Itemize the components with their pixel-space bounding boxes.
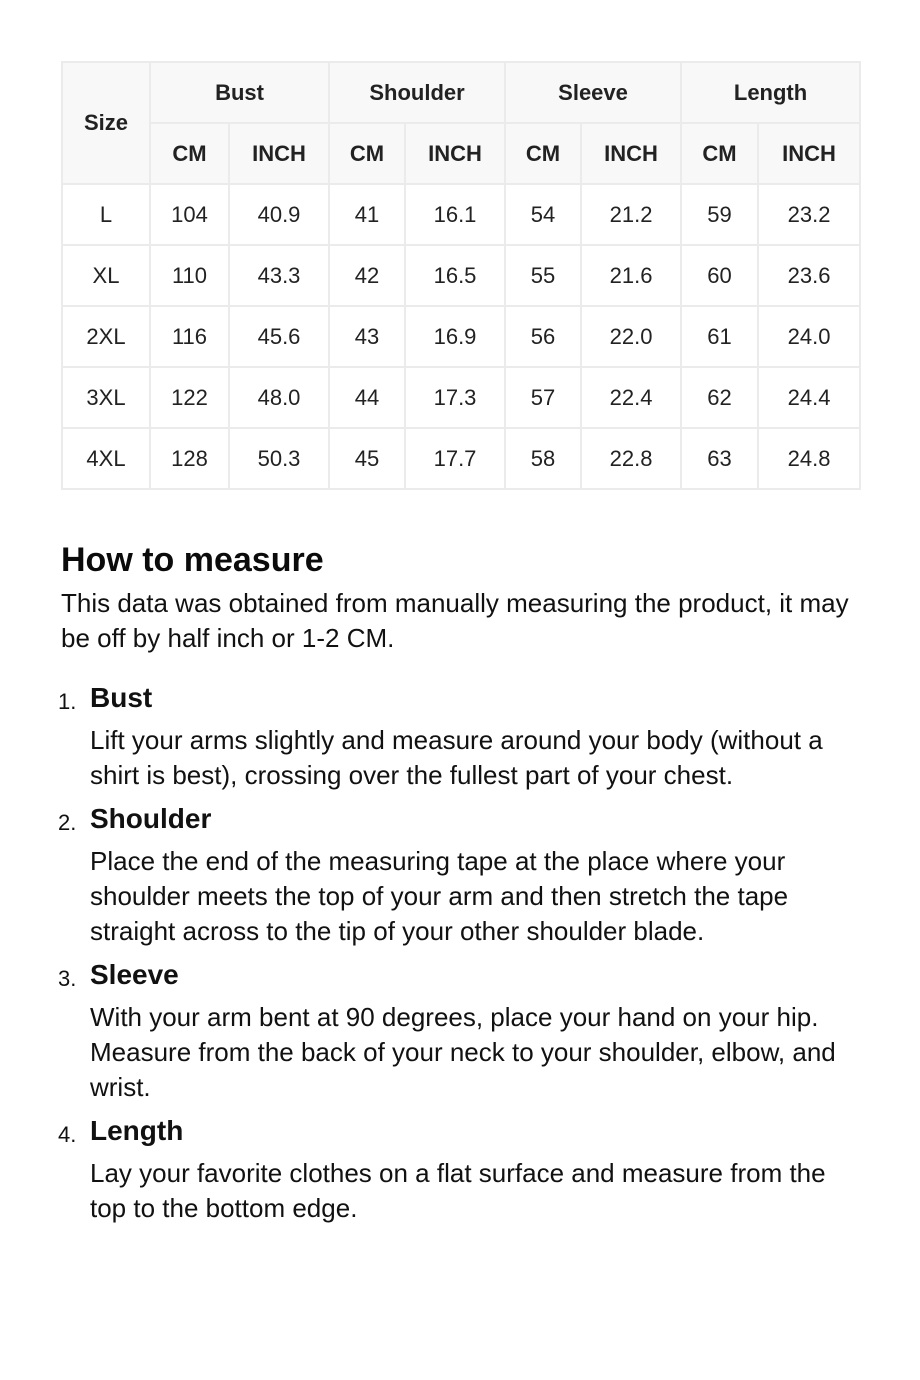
step-description: Place the end of the measuring tape at the place where your shoulder meets the top of your arm and then stretch the tape straight across to the tip of your other shoulder blade. xyxy=(90,846,789,946)
value-cell: 41 xyxy=(329,184,405,245)
value-cell: 60 xyxy=(681,245,758,306)
value-cell: 57 xyxy=(505,367,581,428)
value-cell: 58 xyxy=(505,428,581,489)
value-cell: 48.0 xyxy=(229,367,329,428)
value-cell: 17.7 xyxy=(405,428,505,489)
table-row xyxy=(62,428,860,489)
value-cell: 42 xyxy=(329,245,405,306)
value-cell: 104 xyxy=(150,184,229,245)
size-chart-table xyxy=(61,61,861,490)
step-shoulder xyxy=(58,803,861,949)
value-cell: 21.2 xyxy=(581,184,681,245)
value-cell: 55 xyxy=(505,245,581,306)
step-description: With your arm bent at 90 degrees, place your hand on your hip. Measure from the back of your neck to your shoulder, elbow, and wrist. xyxy=(90,1002,836,1102)
size-cell: XL xyxy=(62,245,150,306)
step-title: Sleeve xyxy=(90,959,179,990)
table-header-row-groups xyxy=(62,62,860,123)
value-cell: 43.3 xyxy=(229,245,329,306)
value-cell: 16.1 xyxy=(405,184,505,245)
step-number: 1. xyxy=(58,689,77,714)
step-sleeve xyxy=(58,959,861,1105)
value-cell: 44 xyxy=(329,367,405,428)
value-cell: 45.6 xyxy=(229,306,329,367)
value-cell: 50.3 xyxy=(229,428,329,489)
group-header-shoulder: Shoulder xyxy=(329,62,505,123)
value-cell: 22.4 xyxy=(581,367,681,428)
value-cell: 122 xyxy=(150,367,229,428)
unit-header: CM xyxy=(150,123,229,184)
unit-header: INCH xyxy=(758,123,860,184)
table-row xyxy=(62,306,860,367)
unit-header: INCH xyxy=(581,123,681,184)
steps-list xyxy=(58,682,861,1226)
value-cell: 22.8 xyxy=(581,428,681,489)
guide-intro: This data was obtained from manually measuring the product, it may be off by half inch or 1-2 CM. xyxy=(61,588,849,653)
size-column-header: Size xyxy=(62,62,150,184)
table-row xyxy=(62,367,860,428)
value-cell: 45 xyxy=(329,428,405,489)
value-cell: 22.0 xyxy=(581,306,681,367)
step-description: Lay your favorite clothes on a flat surface and measure from the top to the bottom edge. xyxy=(90,1158,826,1223)
step-title: Bust xyxy=(90,682,153,713)
value-cell: 43 xyxy=(329,306,405,367)
value-cell: 62 xyxy=(681,367,758,428)
value-cell: 56 xyxy=(505,306,581,367)
value-cell: 61 xyxy=(681,306,758,367)
value-cell: 110 xyxy=(150,245,229,306)
value-cell: 40.9 xyxy=(229,184,329,245)
table-row xyxy=(62,184,860,245)
step-title: Length xyxy=(90,1115,184,1146)
value-cell: 24.4 xyxy=(758,367,860,428)
step-length xyxy=(58,1115,861,1226)
value-cell: 54 xyxy=(505,184,581,245)
size-cell: 4XL xyxy=(62,428,150,489)
value-cell: 59 xyxy=(681,184,758,245)
value-cell: 24.0 xyxy=(758,306,860,367)
step-title: Shoulder xyxy=(90,803,212,834)
value-cell: 21.6 xyxy=(581,245,681,306)
value-cell: 16.5 xyxy=(405,245,505,306)
unit-header: INCH xyxy=(405,123,505,184)
value-cell: 116 xyxy=(150,306,229,367)
measure-guide xyxy=(58,538,861,1236)
value-cell: 16.9 xyxy=(405,306,505,367)
value-cell: 63 xyxy=(681,428,758,489)
group-header-length: Length xyxy=(681,62,860,123)
table-header-row-units xyxy=(62,123,860,184)
step-number: 4. xyxy=(58,1122,77,1147)
group-header-sleeve: Sleeve xyxy=(505,62,681,123)
unit-header: CM xyxy=(681,123,758,184)
table-row xyxy=(62,245,860,306)
guide-title: How to measure xyxy=(61,541,324,579)
step-bust xyxy=(58,682,861,793)
step-number: 2. xyxy=(58,810,77,835)
value-cell: 128 xyxy=(150,428,229,489)
unit-header: CM xyxy=(505,123,581,184)
value-cell: 23.2 xyxy=(758,184,860,245)
step-number: 3. xyxy=(58,966,77,991)
step-description: Lift your arms slightly and measure around your body (without a shirt is best), crossing over the fullest part of your chest. xyxy=(90,725,823,790)
size-cell: 3XL xyxy=(62,367,150,428)
unit-header: INCH xyxy=(229,123,329,184)
unit-header: CM xyxy=(329,123,405,184)
size-cell: 2XL xyxy=(62,306,150,367)
value-cell: 24.8 xyxy=(758,428,860,489)
value-cell: 17.3 xyxy=(405,367,505,428)
size-cell: L xyxy=(62,184,150,245)
group-header-bust: Bust xyxy=(150,62,329,123)
value-cell: 23.6 xyxy=(758,245,860,306)
